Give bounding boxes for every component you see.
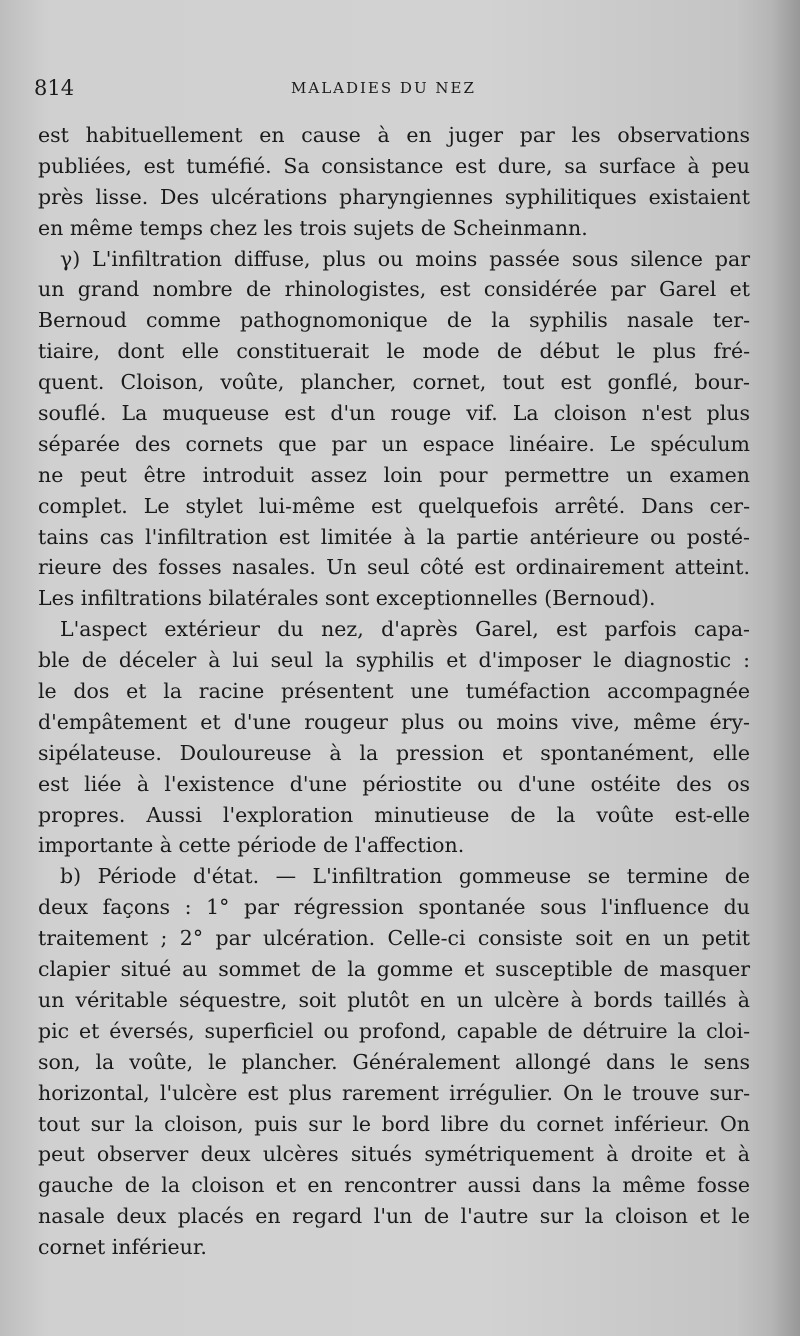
text-line: L'aspect extérieur du nez, d'après Garel, est parfois capa- — [60, 617, 750, 642]
text-line: propres. Aussi l'exploration minutieuse de la voûte est-elle — [38, 802, 750, 827]
text-line: séparée des cornets que par un espace linéaire. Le spéculum — [38, 431, 750, 456]
text-line: quent. Cloison, voûte, plancher, cornet, tout est gonflé, bour- — [38, 370, 750, 395]
text-line: tiaire, dont elle constituerait le mode de début le plus fré- — [38, 339, 750, 364]
page-edge-shadow — [772, 0, 800, 1336]
text-line: γ) L'infiltration diffuse, plus ou moins passée sous silence par — [60, 246, 750, 271]
text-line: importante à cette période de l'affection. — [38, 833, 465, 858]
running-title: MALADIES DU NEZ — [291, 79, 476, 97]
text-line: tains cas l'infiltration est limitée à la partie antérieure ou posté- — [38, 524, 750, 549]
text-line: le dos et la racine présentent une tuméfaction accompagnée — [38, 679, 750, 704]
text-line: Les infiltrations bilatérales sont exceptionnelles (Bernoud). — [38, 586, 656, 611]
text-line: peut observer deux ulcères situés symétriquement à droite et à — [38, 1142, 750, 1167]
text-line: deux façons : 1° par régression spontanée sous l'influence du — [38, 895, 750, 920]
text-line: son, la voûte, le plancher. Généralement allongé dans le sens — [38, 1049, 750, 1074]
text-line: horizontal, l'ulcère est plus rarement irrégulier. On le trouve sur- — [38, 1080, 750, 1105]
text-line: complet. Le stylet lui-même est quelquefois arrêté. Dans cer- — [38, 493, 750, 518]
text-line: est habituellement en cause à en juger par les observations — [38, 123, 750, 147]
text-line: clapier situé au sommet de la gomme et susceptible de masquer — [38, 957, 750, 982]
text-line: d'empâtement et d'une rougeur plus ou moins vive, même éry- — [38, 709, 750, 734]
body-text — [38, 120, 750, 1263]
text-line: cornet inférieur. — [38, 1235, 207, 1260]
text-line: Bernoud comme pathognomonique de la syphilis nasale ter- — [38, 308, 750, 333]
page-header — [34, 74, 754, 104]
text-line: nasale deux placés en regard l'un de l'autre sur la cloison et le — [38, 1204, 750, 1229]
text-line: souflé. La muqueuse est d'un rouge vif. La cloison n'est plus — [38, 401, 750, 426]
text-line: en même temps chez les trois sujets de Scheinmann. — [38, 215, 588, 240]
text-line: un véritable séquestre, soit plutôt en un ulcère à bords taillés à — [38, 987, 750, 1012]
text-line: ble de déceler à lui seul la syphilis et d'imposer le diagnostic : — [38, 648, 750, 673]
text-line: près lisse. Des ulcérations pharyngiennes syphilitiques existaient — [38, 184, 750, 209]
text-line: rieure des fosses nasales. Un seul côté est ordinairement atteint. — [38, 555, 750, 580]
text-line: b) Période d'état. — L'infiltration gommeuse se termine de — [60, 864, 750, 889]
text-line: pic et éversés, superficiel ou profond, capable de détruire la cloi- — [38, 1018, 750, 1043]
text-line: un grand nombre de rhinologistes, est considérée par Garel et — [38, 277, 750, 302]
text-line: gauche de la cloison et en rencontrer aussi dans la même fosse — [38, 1173, 750, 1198]
text-line: traitement ; 2° par ulcération. Celle-ci consiste soit en un petit — [38, 926, 750, 951]
text-line: sipélateuse. Douloureuse à la pression et spontanément, elle — [38, 740, 750, 765]
text-line: ne peut être introduit assez loin pour permettre un examen — [38, 462, 750, 487]
text-line: tout sur la cloison, puis sur le bord libre du cornet inférieur. On — [38, 1111, 750, 1136]
page-number: 814 — [34, 76, 75, 100]
text-line: publiées, est tuméfié. Sa consistance est dure, sa surface à peu — [38, 153, 750, 178]
text-line: est liée à l'existence d'une périostite ou d'une ostéite des os — [38, 771, 750, 796]
